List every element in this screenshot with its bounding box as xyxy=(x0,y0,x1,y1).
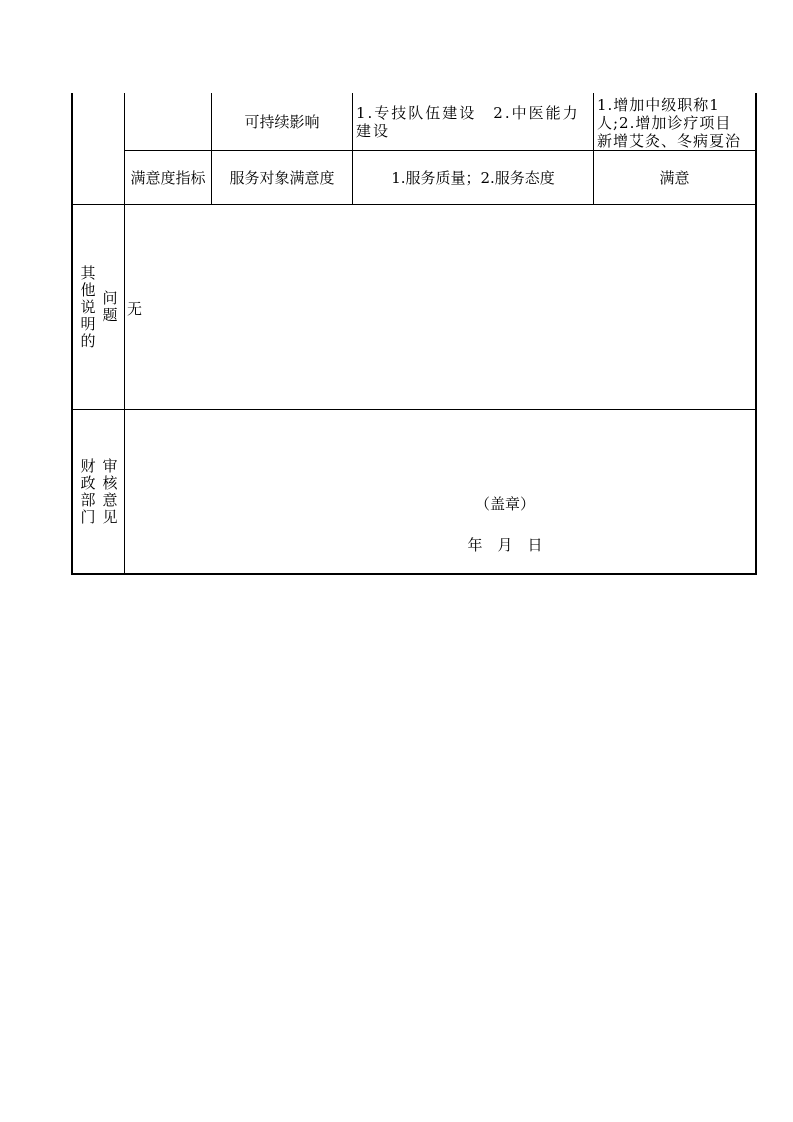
satisfaction-content-cell xyxy=(353,151,593,204)
other-issues-label-a: 其他说明的 xyxy=(78,264,97,350)
table-border-right xyxy=(755,93,757,574)
satisfaction-content: 1.服务质量；2.服务态度 xyxy=(391,168,555,187)
other-issues-label xyxy=(73,205,124,409)
sustainability-indicator: 可持续影响 xyxy=(244,112,320,131)
sustainability-indicator-cell xyxy=(212,93,352,150)
other-issues-label-b: 问题 xyxy=(100,290,119,324)
date-text-cell xyxy=(440,534,570,556)
table-divider xyxy=(71,409,757,410)
other-issues-content-cell xyxy=(127,298,227,320)
other-issues-content: 无 xyxy=(127,300,143,318)
seal-text: （盖章） xyxy=(474,495,535,513)
satisfaction-category: 满意度指标 xyxy=(130,168,206,187)
sustainability-content: 1.专技队伍建设 2.中医能力建设 xyxy=(356,104,580,140)
sustainability-result: 1.增加中级职称1人;2.增加诊疗项目 新增艾灸、冬病夏治 xyxy=(597,96,742,149)
seal-text-cell xyxy=(440,493,570,515)
table-divider xyxy=(71,204,757,205)
sustainability-content-cell xyxy=(356,104,590,148)
finance-review-label xyxy=(73,410,124,573)
sustainability-result-cell xyxy=(597,96,753,149)
finance-review-label-a: 财政部门 xyxy=(78,457,97,526)
table-border-bottom xyxy=(71,573,757,575)
satisfaction-result-cell xyxy=(594,151,755,204)
date-text: 年 月 日 xyxy=(467,536,543,554)
satisfaction-indicator: 服务对象满意度 xyxy=(229,168,335,187)
satisfaction-result: 满意 xyxy=(659,168,690,187)
satisfaction-indicator-cell xyxy=(212,151,352,204)
satisfaction-category-cell xyxy=(125,151,211,204)
finance-review-label-b: 审核意见 xyxy=(100,457,119,526)
